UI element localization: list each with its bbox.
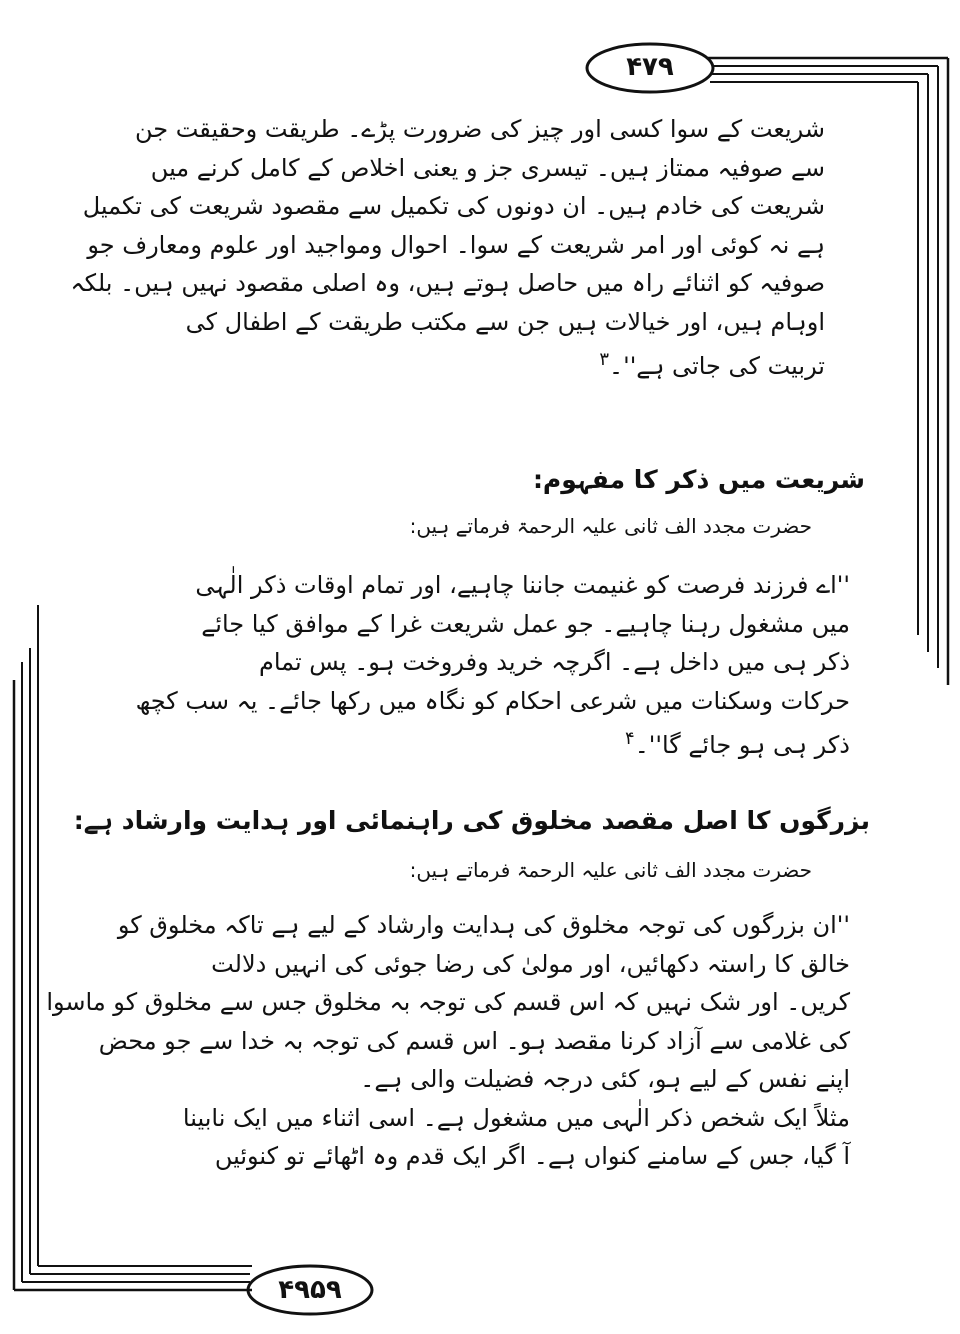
- paragraph-line-with-footnote: [210, 720, 850, 759]
- attribution-quote-1: حضرت مجدد الف ثانی علیہ الرحمۃ فرماتے ہیں:: [409, 514, 812, 538]
- paragraph-line: کریں۔ اور شک نہیں کہ اس قسم کی توجہ بہ مخلوق جس سے مخلوق کو ماسوا: [46, 988, 850, 1016]
- paragraph-line: ہے نہ کوئی اور امر شریعت کے سوا۔ احوال ومواجید اور علوم ومعارف جو: [87, 230, 825, 259]
- paragraph-line: شریعت کی خادم ہیں۔ ان دونوں کی تکمیل سے مقصود شریعت کی تکمیل: [82, 192, 825, 220]
- paragraph-continuation: [70, 110, 825, 380]
- paragraph-line: اپنے نفس کے لیے ہو، کئی درجہ فضیلت والی ہے۔: [360, 1065, 850, 1093]
- bottom-page-number: ۴۹۵۹: [278, 1275, 342, 1305]
- paragraph-line: سے صوفیہ ممتاز ہیں۔ تیسری جز و یعنی اخلاص کے کامل کرنے میں: [150, 153, 825, 182]
- paragraph-line: صوفیہ کو اثنائے راہ میں حاصل ہوتے ہیں، وہ اصلی مقصود نہیں ہیں۔ بلکہ: [70, 269, 825, 297]
- paragraph-line: آ گیا، جس کے سامنے کنواں ہے۔ اگر ایک قدم وہ اٹھائے تو کنوئیں: [214, 1142, 850, 1170]
- paragraph-line-with-footnote: [195, 341, 825, 380]
- paragraph-line-text: تربیت کی جاتی ہے''۔: [609, 352, 825, 380]
- paragraph-line: خالق کا راستہ دکھائیں، اور مولیٰ کی رضا جوئی کی انہیں دلالت: [211, 949, 850, 978]
- attribution-quote-2: حضرت مجدد الف ثانی علیہ الرحمۃ فرماتے ہیں:: [409, 858, 812, 882]
- section-heading-zikr: شریعت میں ذکر کا مفہوم:: [532, 465, 865, 494]
- paragraph-line: ''ان بزرگوں کی توجہ مخلوق کی ہدایت وارشاد کے لیے ہے تاکہ مخلوق کو: [117, 911, 850, 939]
- footnote-marker: ۴: [625, 728, 635, 749]
- top-page-number: ۴۷۹: [626, 52, 674, 82]
- quotation-guidance: [46, 906, 850, 1176]
- paragraph-line-text: ذکر ہی ہو جائے گا''۔: [634, 731, 850, 759]
- paragraph-line: ذکر ہی میں داخل ہے۔ اگرچہ خرید وفروخت ہو۔ پس تمام: [258, 648, 850, 676]
- paragraph-line: کی غلامی سے آزاد کرنا مقصد ہو۔ اس قسم کی توجہ بہ خدا سے جو محض: [98, 1026, 850, 1055]
- quotation-zikr: [135, 566, 850, 759]
- footnote-marker: ۳: [599, 349, 610, 370]
- paragraph-line: مثلاً ایک شخص ذکر الٰہی میں مشغول ہے۔ اسی اثناء میں ایک نابینا: [182, 1103, 850, 1132]
- paragraph-line: میں مشغول رہنا چاہیے۔ جو عمل شریعت غرا کے موافق کیا جائے: [201, 609, 850, 638]
- paragraph-line: حرکات وسکنات میں شرعی احکام کو نگاہ میں رکھا جائے۔ یہ سب کچھ: [135, 686, 850, 715]
- paragraph-line: ''اے فرزند فرصت کو غنیمت جاننا چاہیے، اور تمام اوقات ذکر الٰہی: [195, 571, 850, 599]
- paragraph-line: اوہام ہیں، اور خیالات ہیں جن سے مکتب طریقت کے اطفال کی: [185, 307, 825, 336]
- paragraph-line: شریعت کے سوا کسی اور چیز کی ضرورت پڑے۔ طریقت وحقیقت جن: [135, 115, 825, 143]
- section-heading-guidance: بزرگوں کا اصل مقصد مخلوق کی راہنمائی اور ہدایت وارشاد ہے:: [73, 806, 870, 835]
